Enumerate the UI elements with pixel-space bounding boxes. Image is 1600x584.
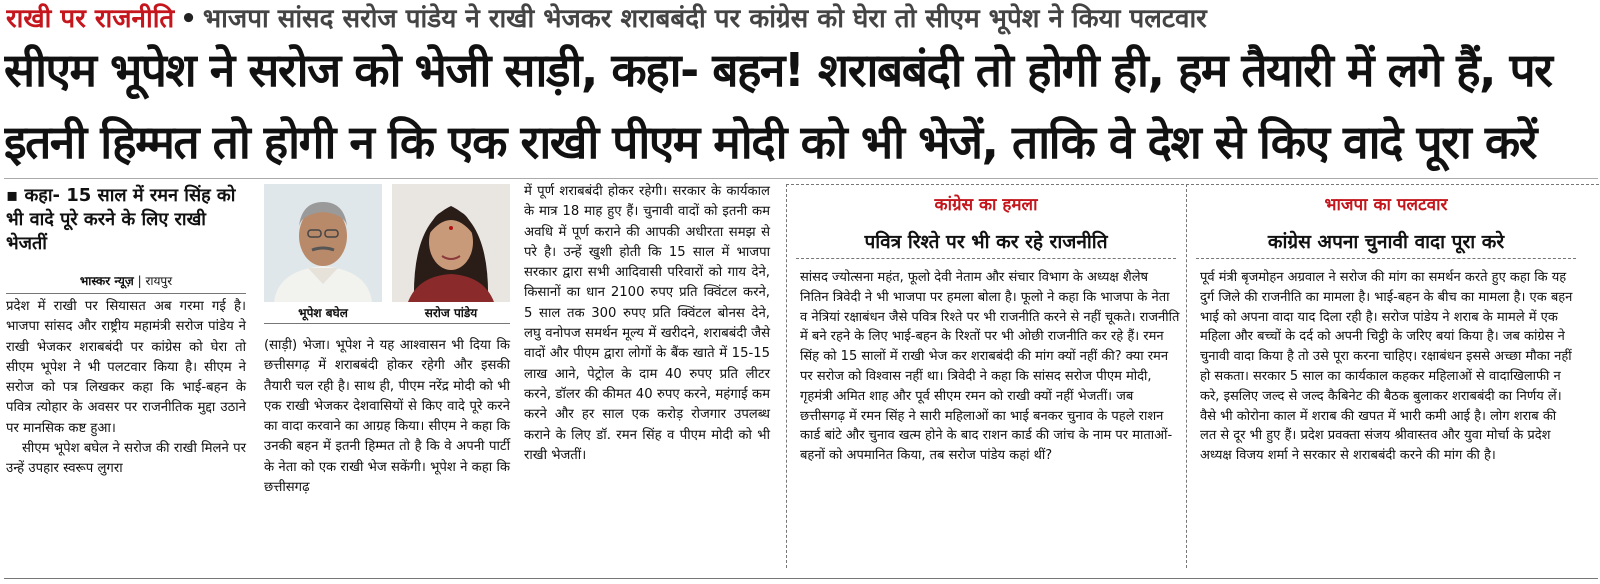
column-2 — [264, 336, 510, 498]
column-2-text: (साड़ी) भेजा। भूपेश ने यह आश्वासन भी दिया कि छत्तीसगढ़ में शराबबंदी होकर रहेगी और इसकी तैयारी चल रही है। साथ ही, पीएम नरेंद्र मोदी को भी एक राखी भेजकर देशवासियों से किए वादे पूरे करने का वादा करवाने का आग्रह किया। सीएम ने कहा कि उनकी बहन में इतनी हिम्मत तो है कि वे अपनी पार्टी के नेता को एक राखी भेज सकेंगी। भूपेश ने कहा कि छत्तीसगढ़ — [264, 338, 511, 496]
box-bjp-kicker: भाजपा का पलटवार — [1324, 195, 1448, 215]
photo-caption-saroj: सरोज पांडेय — [424, 306, 478, 320]
box-bjp-text: पूर्व मंत्री बृजमोहन अग्रवाल ने सरोज की मांग का समर्थन करते हुए कहा कि यह दुर्ग जिले की राजनीति का मामला है। भाई-बहन के बीच का मामला है। एक बहन भाई को अपना वादा याद दिला रही है। सरोज पांडेय ने शराब के मामले में एक महिला और बच्चों के दर्द को अपनी चिट्ठी के जरिए बयां किया है। जब कांग्रेस ने चुनावी वादा किया है तो उसे पूरा करना चाहिए। रक्षाबंधन इससे अच्छा मौका नहीं हो सकता। सरकार 5 साल का कार्यकाल कहकर महिलाओं से वादाखिलाफी न करे, इसलिए जल्द से जल्द कैबिनेट की बैठक बुलाकर शराबबंदी का निर्णय लें। वैसे भी कोरोना काल में शराब की खपत में भारी कमी आई है। लोग शराब की लत से दूर भी हुए हैं। प्रदेश प्रवक्ता संजय श्रीवास्तव और युवा मोर्चा के प्रदेश अध्यक्ष विजय शर्मा ने सरकार से शराबबंदी करने की मांग की है। — [1200, 270, 1573, 464]
box-left-border — [786, 184, 787, 568]
column-1-para-1: प्रदेश में राखी पर सियासत अब गरमा गई है। भाजपा सांसद और राष्ट्रीय महामंत्री सरोज पांडेय ने राखी भेजकर शराबबंदी पर कांग्रेस को घेरा तो सीएम भूपेश ने भी पलटवार किया है। सीएम ने सरोज को पत्र लिखकर कहा कि भाई-बहन के पवित्र त्योहार के अवसर पर राजनीतिक मुद्दा उठाने पर मानसिक कष्ट हुआ। — [6, 299, 246, 436]
byline-city: रायपुर — [145, 274, 173, 288]
photo-saroj — [392, 184, 510, 302]
kicker-line — [6, 2, 1598, 36]
kicker-deck: भाजपा सांसद सरोज पांडेय ने राखी भेजकर शराबबंदी पर कांग्रेस को घेरा तो सीएम भूपेश ने किया पलटवार — [202, 4, 1207, 34]
box-bjp-heading-rule — [1196, 258, 1576, 259]
headline-line-2: इतनी हिम्मत तो होगी न कि एक राखी पीएम मोदी को भी भेजें, ताकि वे देश से किए वादे पूरा करें — [4, 115, 1536, 169]
bottom-rule — [4, 578, 1598, 579]
box-congress-heading-rule — [796, 258, 1176, 259]
subhead: ▪ कहा- 15 साल में रमन सिंह को भी वादे पूरे करने के लिए राखी भेजतीं — [6, 185, 236, 254]
byline-rule — [6, 293, 246, 294]
box-congress-kicker: कांग्रेस का हमला — [934, 195, 1038, 215]
headline-rule — [4, 178, 1598, 179]
photo-bhupesh — [264, 184, 382, 302]
box-congress-heading: पवित्र रिश्ते पर भी कर रहे राजनीति — [864, 231, 1108, 253]
box-congress-text: सांसद ज्योत्सना महंत, फूलो देवी नेताम और संचार विभाग के अध्यक्ष शैलेष नितिन त्रिवेदी ने भी भाजपा पर हमला बोला है। फूलो ने कहा कि भाजपा के नेता व नेत्रियां रक्षाबंधन जैसे पवित्र रिश्ते पर भी राजनीति करने से नहीं चूकते। राजनीति में बने रहने के लिए भाई-बहन के रिश्तों पर भी ओछी राजनीति कर रहे हैं। रमन सिंह को 15 सालों में राखी भेज कर शराबबंदी की मांग क्यों नहीं की? क्या रमन पर सरोज को विश्वास नहीं था। त्रिवेदी ने कहा कि सांसद सरोज पीएम मोदी, गृहमंत्री अमित शाह और पूर्व सीएम रमन को राखी क्यों नहीं भेजतीं। जब छत्तीसगढ़ में रमन सिंह ने सारी महिलाओं का भाई बनकर चुनाव के पहले राशन कार्ड बांटे और चुनाव खत्म होने के बाद राशन कार्ड की जांच के नाम पर माताओं-बहनों को अपमानित किया, तब सरोज पांडेय कहां थीं? — [800, 270, 1180, 464]
portrait-woman-image — [392, 184, 510, 302]
kicker-label: राखी पर राजनीति — [6, 4, 175, 34]
kicker-bullet: • — [180, 4, 197, 34]
headline-line-1: सीएम भूपेश ने सरोज को भेजी साड़ी, कहा- बहन! शराबबंदी तो होगी ही, हम तैयारी में लगे हैं, पर — [4, 43, 1552, 97]
column-3-text: में पूर्ण शराबबंदी होकर रहेगी। सरकार के कार्यकाल के मात्र 18 माह हुए हैं। चुनावी वादों को इतनी कम अवधि में पूर्ण कराने की आपकी अधीरता समझ से परे है। उन्हें खुशी होती कि 15 साल में भाजपा सरकार द्वारा सभी आदिवासी परिवारों को गाय देने, किसानों का धान 2100 रुपए प्रति क्विंटल करने, 5 साल तक 300 रुपए प्रति क्विंटल बोनस देने, लघु वनोपज समर्थन मूल्य में खरीदने, शराबबंदी जैसे वादों और पीएम द्वारा लोगों के बैंक खाते में 15-15 लाख आने, पेट्रोल के दाम 40 रुपए प्रति लीटर करने, डॉलर की कीमत 40 रुपए करने, महंगाई कम करने और हर साल एक करोड़ रोजगार उपलब्ध कराने के लिए डॉ. रमन सिंह व पीएम मोदी को भी राखी भेजतीं। — [524, 184, 770, 463]
box-bjp-heading: कांग्रेस अपना चुनावी वादा पूरा करे — [1267, 231, 1505, 253]
column-1-para-2: सीएम भूपेश बघेल ने सरोज की राखी मिलने पर उन्हें उपहार स्वरूप लुगरा — [6, 441, 246, 477]
byline-sep: | — [133, 274, 146, 288]
photo-rule — [264, 323, 510, 324]
byline-agency: भास्कर न्यूज़ — [79, 274, 134, 288]
column-1 — [6, 297, 246, 480]
box-divider — [1186, 184, 1187, 568]
box-top-border — [786, 184, 1599, 185]
photo-caption-bhupesh: भूपेश बघेल — [298, 306, 348, 320]
portrait-man-image — [264, 184, 382, 302]
column-3 — [524, 182, 770, 466]
byline — [6, 272, 246, 289]
